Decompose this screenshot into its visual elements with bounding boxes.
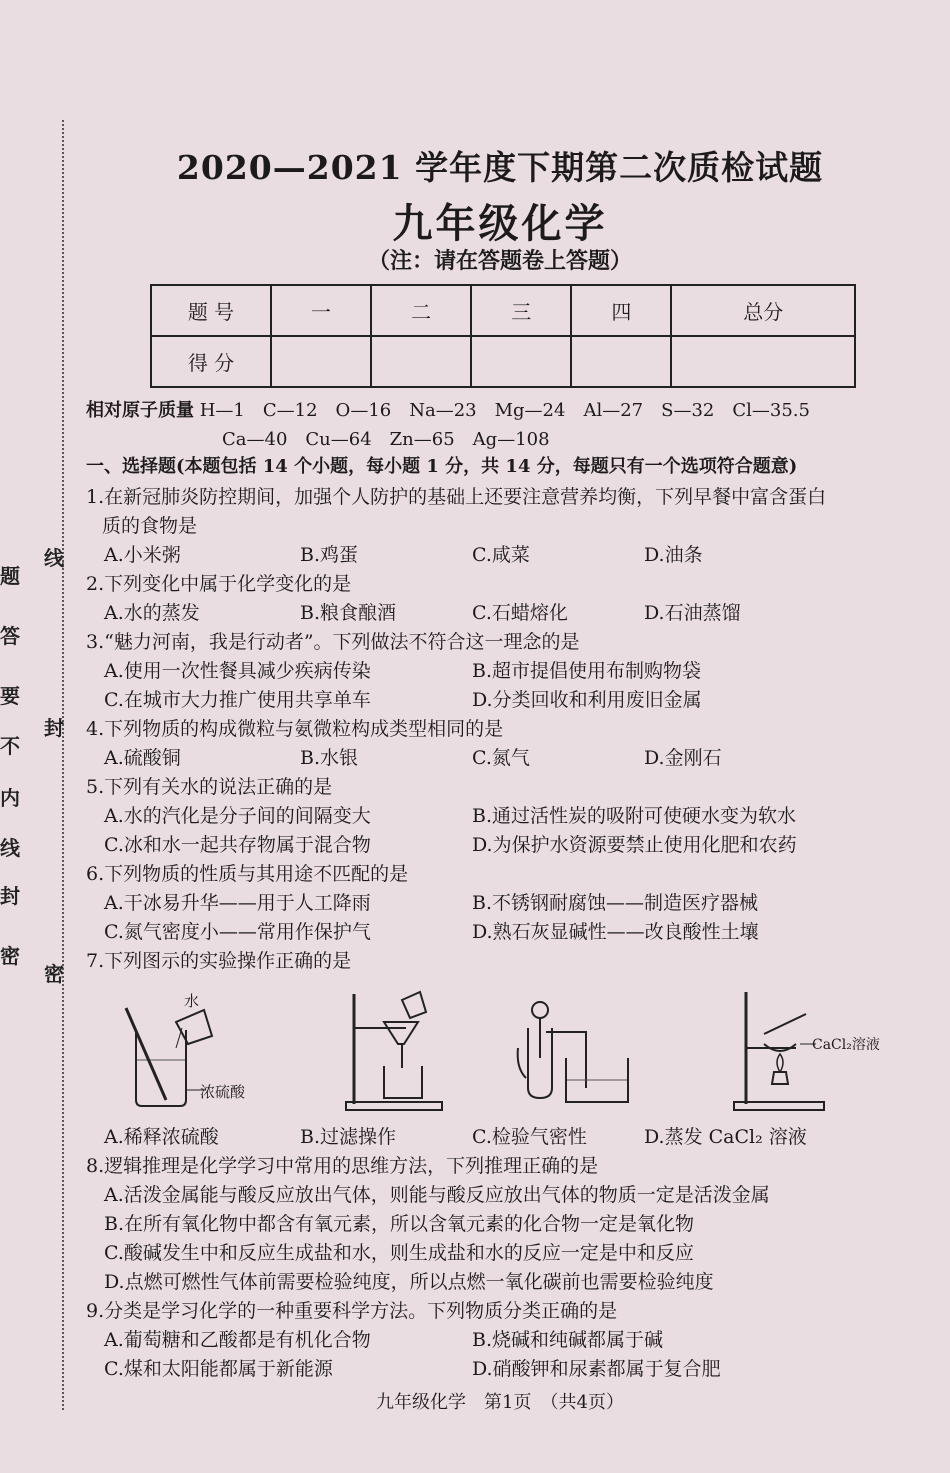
atomic-masses-line2: Ca—40 Cu—64 Zn—65 Ag—108 bbox=[222, 429, 550, 450]
q7-figures bbox=[96, 988, 916, 1112]
q5-option-a[interactable]: A.水的汽化是分子间的间隔变大 bbox=[104, 805, 371, 827]
score-table-score-row bbox=[151, 336, 855, 387]
q7-option-c[interactable]: C.检验气密性 bbox=[472, 1126, 587, 1148]
score-cell[interactable] bbox=[671, 336, 855, 387]
q3-option-d[interactable]: D.分类回收和利用废旧金属 bbox=[472, 689, 702, 711]
score-cell: 一 bbox=[271, 285, 371, 336]
q8-option-d[interactable]: D.点燃可燃性气体前需要检验纯度，所以点燃一氧化碳前也需要检验纯度 bbox=[104, 1271, 714, 1293]
q8-option-a[interactable]: A.活泼金属能与酸反应放出气体，则能与酸反应放出气体的物质一定是活泼金属 bbox=[104, 1184, 770, 1206]
binding-dotted-line bbox=[62, 120, 64, 1410]
q5-stem: 5.下列有关水的说法正确的是 bbox=[86, 776, 333, 798]
q2-option-d[interactable]: D.石油蒸馏 bbox=[644, 602, 741, 624]
score-cell: 三 bbox=[471, 285, 571, 336]
q1-option-b[interactable]: B.鸡蛋 bbox=[300, 544, 359, 566]
q2-stem: 2.下列变化中属于化学变化的是 bbox=[86, 573, 352, 595]
score-table bbox=[150, 284, 856, 388]
q5-option-c[interactable]: C.冰和水一起共存物属于混合物 bbox=[104, 834, 371, 856]
figure-label-water: 水 bbox=[184, 992, 200, 1010]
score-cell: 得 分 bbox=[151, 336, 271, 387]
q7-option-a[interactable]: A.稀释浓硫酸 bbox=[104, 1126, 219, 1148]
sidebar-char: 题 bbox=[0, 564, 20, 588]
q7-option-d[interactable]: D.蒸发 CaCl₂ 溶液 bbox=[644, 1126, 807, 1148]
score-table-header-row bbox=[151, 285, 855, 336]
figure-label-cacl2: CaCl₂溶液 bbox=[812, 1037, 880, 1053]
q1-stem: 1.在新冠肺炎防控期间，加强个人防护的基础上还要注意营养均衡，下列早餐中富含蛋白 bbox=[86, 486, 827, 508]
q9-option-c[interactable]: C.煤和太阳能都属于新能源 bbox=[104, 1358, 333, 1380]
q5-option-d[interactable]: D.为保护水资源要禁止使用化肥和农药 bbox=[472, 834, 797, 856]
section-heading: 一、选择题(本题包括 14 个小题，每小题 1 分，共 14 分，每题只有一个选项符合题意) bbox=[86, 456, 798, 477]
sidebar-char: 要 bbox=[0, 684, 20, 708]
q6-option-d[interactable]: D.熟石灰显碱性——改良酸性土壤 bbox=[472, 921, 759, 943]
q4-option-d[interactable]: D.金刚石 bbox=[644, 747, 722, 769]
sidebar-char: 封 bbox=[0, 884, 20, 908]
q6-stem: 6.下列物质的性质与其用途不匹配的是 bbox=[86, 863, 409, 885]
q2-option-b[interactable]: B.粮食酿酒 bbox=[300, 602, 397, 624]
q3-stem: 3.“魅力河南，我是行动者”。下列做法不符合这一理念的是 bbox=[86, 631, 580, 653]
q3-option-b[interactable]: B.超市提倡使用布制购物袋 bbox=[472, 660, 702, 682]
score-cell: 题 号 bbox=[151, 285, 271, 336]
q5-option-b[interactable]: B.通过活性炭的吸附可使硬水变为软水 bbox=[472, 805, 797, 827]
figure-airtightness bbox=[516, 988, 656, 1112]
q1-option-c[interactable]: C.咸菜 bbox=[472, 544, 530, 566]
q9-option-d[interactable]: D.硝酸钾和尿素都属于复合肥 bbox=[472, 1358, 721, 1380]
sidebar-char: 不 bbox=[0, 734, 20, 758]
sidebar-char: 内 bbox=[0, 786, 20, 810]
q6-option-c[interactable]: C.氮气密度小——常用作保护气 bbox=[104, 921, 371, 943]
sidebar-char: 密 bbox=[44, 962, 64, 986]
q3-option-a[interactable]: A.使用一次性餐具减少疾病传染 bbox=[104, 660, 371, 682]
q4-option-a[interactable]: A.硫酸铜 bbox=[104, 747, 181, 769]
atomic-masses-label: 相对原子质量 bbox=[86, 400, 194, 421]
q4-stem: 4.下列物质的构成微粒与氨微粒构成类型相同的是 bbox=[86, 718, 504, 740]
score-cell[interactable] bbox=[571, 336, 671, 387]
q9-stem: 9.分类是学习化学的一种重要科学方法。下列物质分类正确的是 bbox=[86, 1300, 618, 1322]
q8-stem: 8.逻辑推理是化学学习中常用的思维方法，下列推理正确的是 bbox=[86, 1155, 599, 1177]
score-cell: 四 bbox=[571, 285, 671, 336]
sidebar-char: 密 bbox=[0, 944, 20, 968]
q8-option-b[interactable]: B.在所有氧化物中都含有氧元素，所以含氧元素的化合物一定是氧化物 bbox=[104, 1213, 695, 1235]
q4-option-c[interactable]: C.氮气 bbox=[472, 747, 530, 769]
q3-option-c[interactable]: C.在城市大力推广使用共享单车 bbox=[104, 689, 371, 711]
q6-option-b[interactable]: B.不锈钢耐腐蚀——制造医疗器械 bbox=[472, 892, 759, 914]
exam-note: （注：请在答题卷上答题） bbox=[367, 248, 632, 274]
q1-option-d[interactable]: D.油条 bbox=[644, 544, 703, 566]
score-cell[interactable] bbox=[271, 336, 371, 387]
q7-option-b[interactable]: B.过滤操作 bbox=[300, 1126, 397, 1148]
q8-option-c[interactable]: C.酸碱发生中和反应生成盐和水，则生成盐和水的反应一定是中和反应 bbox=[104, 1242, 694, 1264]
atomic-masses-values: H—1 C—12 O—16 Na—23 Mg—24 Al—27 S—32 Cl—35.5 bbox=[199, 400, 810, 421]
sidebar-char: 线 bbox=[0, 836, 20, 860]
page-footer: 九年级化学 第1页 （共4页） bbox=[376, 1392, 624, 1413]
q7-stem: 7.下列图示的实验操作正确的是 bbox=[86, 950, 352, 972]
score-cell[interactable] bbox=[471, 336, 571, 387]
atomic-masses-line1 bbox=[86, 396, 810, 422]
q2-option-a[interactable]: A.水的蒸发 bbox=[104, 602, 200, 624]
q9-option-a[interactable]: A.葡萄糖和乙酸都是有机化合物 bbox=[104, 1329, 371, 1351]
figure-filtration bbox=[336, 988, 456, 1112]
exam-title: 2020—2021 学年度下期第二次质检试题 bbox=[176, 148, 824, 187]
score-cell: 总分 bbox=[671, 285, 855, 336]
score-cell: 二 bbox=[371, 285, 471, 336]
q2-option-c[interactable]: C.石蜡熔化 bbox=[472, 602, 568, 624]
score-cell[interactable] bbox=[371, 336, 471, 387]
q9-option-b[interactable]: B.烧碱和纯碱都属于碱 bbox=[472, 1329, 664, 1351]
sidebar-char: 封 bbox=[44, 716, 64, 740]
q6-option-a[interactable]: A.干冰易升华——用于人工降雨 bbox=[104, 892, 371, 914]
sidebar-char: 线 bbox=[44, 546, 64, 570]
figure-label-acid: 浓硫酸 bbox=[200, 1083, 246, 1101]
sidebar-char: 答 bbox=[0, 624, 20, 648]
exam-subject: 九年级化学 bbox=[392, 200, 608, 247]
q1-option-a[interactable]: A.小米粥 bbox=[104, 544, 181, 566]
q4-option-b[interactable]: B.水银 bbox=[300, 747, 359, 769]
q1-stem-cont: 质的食物是 bbox=[102, 515, 198, 537]
